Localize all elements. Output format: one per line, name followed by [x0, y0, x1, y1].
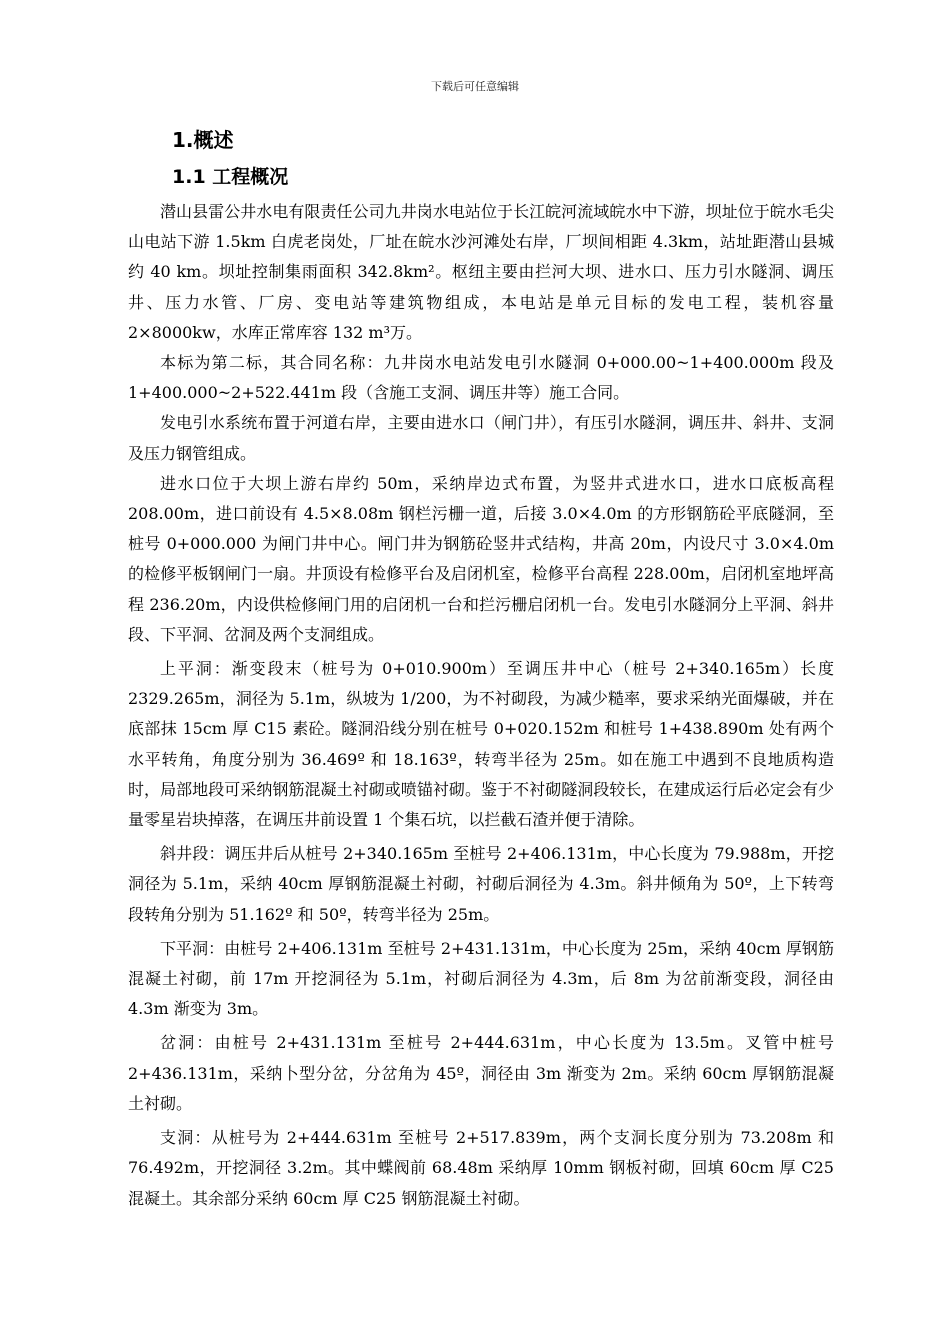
paragraph-lower-tunnel: 下平洞：由桩号 2+406.131m 至桩号 2+431.131m，中心长度为 25m，采纳 40cm 厚钢筋混凝土衬砌，前 17m 开挖洞径为 5.1m，衬砌后洞径为 4.3m，后 8m 为岔前渐变段，洞径由 4.3m 渐变为 3m。: [128, 938, 834, 1019]
body-text: [128, 197, 834, 1214]
paragraph-upper-tunnel: 上平洞：渐变段末（桩号为 0+010.900m）至调压井中心（桩号 2+340.165m）长度 2329.265m，洞径为 5.1m，纵坡为 1/200，为不衬砌段，为减少糙率，要求采纳光面爆破，并在底部抹 15cm 厚 C15 素砼。隧洞沿线分别在桩号 0+020.152m 和桩号 1+438.890m 处有两个水平转角，角度分别为 36.469º 和 18.163º，转弯半径为 25m。如在施工中遇到不良地质构造时，局部地段可采纳钢筋混凝土衬砌或喷锚衬砌。鉴于不衬砌隧洞段较长，在建成运行后必定会有少量零星岩块掉落，在调压井前设置 1 个集石坑，以拦截石渣并便于清除。: [128, 659, 834, 830]
page-header-note: 下载后可任意编辑: [431, 80, 519, 93]
paragraph-system-layout: 发电引水系统布置于河道右岸，主要由进水口（闸门井），有压引水隧洞，调压井、斜井、支洞及压力钢管组成。: [128, 413, 834, 463]
paragraph-contract: 本标为第二标，其合同名称：九井岗水电站发电引水隧洞 0+000.00~1+400.000m 段及 1+400.000~2+522.441m 段（含施工支洞、调压井等）施工合同。: [128, 353, 834, 403]
paragraph-intake: 进水口位于大坝上游右岸约 50m，采纳岸边式布置，为竖井式进水口，进水口底板高程 208.00m，进口前设有 4.5×8.08m 钢栏污栅一道，后接 3.0×4.0m 的方形钢筋砼平底隧洞，至桩号 0+000.000 为闸门井中心。闸门井为钢筋砼竖井式结构，井高 20m，内设尺寸 3.0×4.0m 的检修平板钢闸门一扇。井顶设有检修平台及启闭机室，检修平台高程 228.00m，启闭机室地坪高程 236.20m，内设供检修闸门用的启闭机一台和拦污栅启闭机一台。发电引水隧洞分上平洞、斜井段、下平洞、岔洞及两个支洞组成。: [128, 473, 834, 644]
paragraph-bifurcation: 岔洞：由桩号 2+431.131m 至桩号 2+444.631m，中心长度为 13.5m。叉管中桩号 2+436.131m，采纳卜型分岔，分岔角为 45º，洞径由 3m 渐变为 2m。采纳 60cm 厚钢筋混凝土衬砌。: [128, 1033, 834, 1113]
paragraph-inclined-shaft: 斜井段：调压井后从桩号 2+340.165m 至桩号 2+406.131m，中心长度为 79.988m，开挖洞径为 5.1m，采纳 40cm 厚钢筋混凝土衬砌，衬砌后洞径为 4.3m。斜井倾角为 50º，上下转弯段转角分别为 51.162º 和 50º，转弯半径为 25m。: [128, 844, 834, 924]
section-heading: 1.概述: [172, 128, 234, 152]
paragraph-branch-tunnel: 支洞：从桩号为 2+444.631m 至桩号 2+517.839m，两个支洞长度分别为 73.208m 和 76.492m，开挖洞径 3.2m。其中蝶阀前 68.48m 采纳厚 10mm 钢板衬砌，回填 60cm 厚 C25 混凝土。其余部分采纳 60cm 厚 C25 钢筋混凝土衬砌。: [128, 1128, 834, 1208]
paragraph-overview: 潜山县雷公井水电有限责任公司九井岗水电站位于长江皖河流域皖水中下游，坝址位于皖水毛尖山电站下游 1.5km 白虎老岗处，厂址在皖水沙河滩处右岸，厂坝间相距 4.3km，站址距潜山县城约 40 km。坝址控制集雨面积 342.8km²。枢纽主要由拦河大坝、进水口、压力引水隧洞、调压井、压力水管、厂房、变电站等建筑物组成，本电站是单元目标的发电工程，装机容量 2×8000kw，水库正常库容 132 m³万。: [128, 202, 834, 342]
subsection-heading: 1.1 工程概况: [172, 166, 289, 188]
